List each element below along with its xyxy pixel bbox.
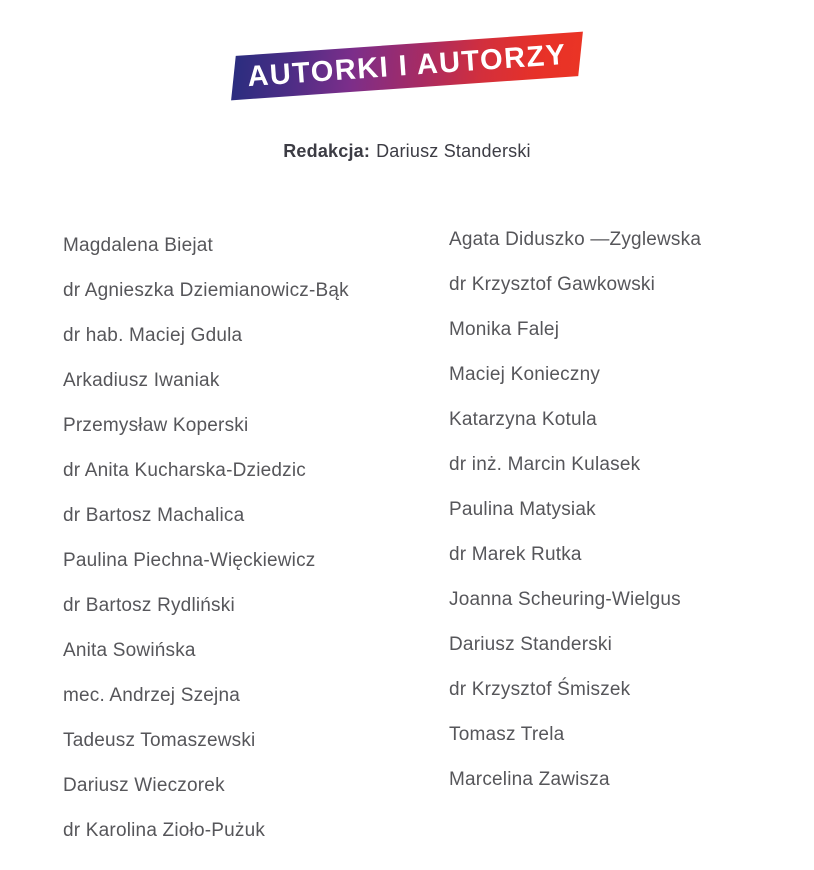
author-name: Katarzyna Kotula bbox=[449, 409, 597, 430]
editor-label: Redakcja: bbox=[283, 141, 371, 161]
author-name: dr Agnieszka Dziemianowicz-Bąk bbox=[63, 280, 349, 301]
authors-banner bbox=[232, 32, 582, 100]
author-name: dr Bartosz Machalica bbox=[63, 505, 245, 526]
author-name: dr hab. Maciej Gdula bbox=[63, 325, 243, 346]
author-name: Agata Diduszko —Zyglewska bbox=[449, 229, 702, 250]
author-name: Paulina Matysiak bbox=[449, 499, 596, 520]
author-name: Tadeusz Tomaszewski bbox=[63, 730, 256, 751]
author-name: Dariusz Wieczorek bbox=[63, 775, 225, 796]
author-name: dr Karolina Zioło-Pużuk bbox=[63, 820, 266, 841]
authors-list bbox=[63, 228, 701, 864]
authors-column-left bbox=[63, 228, 449, 864]
author-name: dr Marek Rutka bbox=[449, 544, 582, 565]
author-name: Arkadiusz Iwaniak bbox=[63, 370, 220, 391]
author-name: dr Krzysztof Śmiszek bbox=[449, 679, 631, 700]
author-name: mec. Andrzej Szejna bbox=[63, 685, 240, 706]
author-name: dr inż. Marcin Kulasek bbox=[449, 454, 641, 475]
author-name: Tomasz Trela bbox=[449, 724, 565, 745]
editor-name: Dariusz Standerski bbox=[376, 141, 531, 161]
editor-line bbox=[0, 141, 814, 162]
author-name: Dariusz Standerski bbox=[449, 634, 613, 655]
author-name: Monika Falej bbox=[449, 319, 560, 340]
banner-title: AUTORKI I AUTORZY bbox=[246, 38, 568, 93]
author-name: Joanna Scheuring-Wielgus bbox=[449, 589, 681, 610]
author-name: Maciej Konieczny bbox=[449, 364, 601, 385]
author-name: Magdalena Biejat bbox=[63, 235, 214, 256]
author-name: Przemysław Koperski bbox=[63, 415, 249, 436]
author-name: Marcelina Zawisza bbox=[449, 769, 610, 790]
author-name: Paulina Piechna-Więckiewicz bbox=[63, 550, 316, 571]
author-name: dr Bartosz Rydliński bbox=[63, 595, 235, 616]
author-name: Anita Sowińska bbox=[63, 640, 196, 661]
author-name: dr Anita Kucharska-Dziedzic bbox=[63, 460, 307, 481]
authors-column-right bbox=[449, 228, 701, 864]
author-name: dr Krzysztof Gawkowski bbox=[449, 274, 656, 295]
